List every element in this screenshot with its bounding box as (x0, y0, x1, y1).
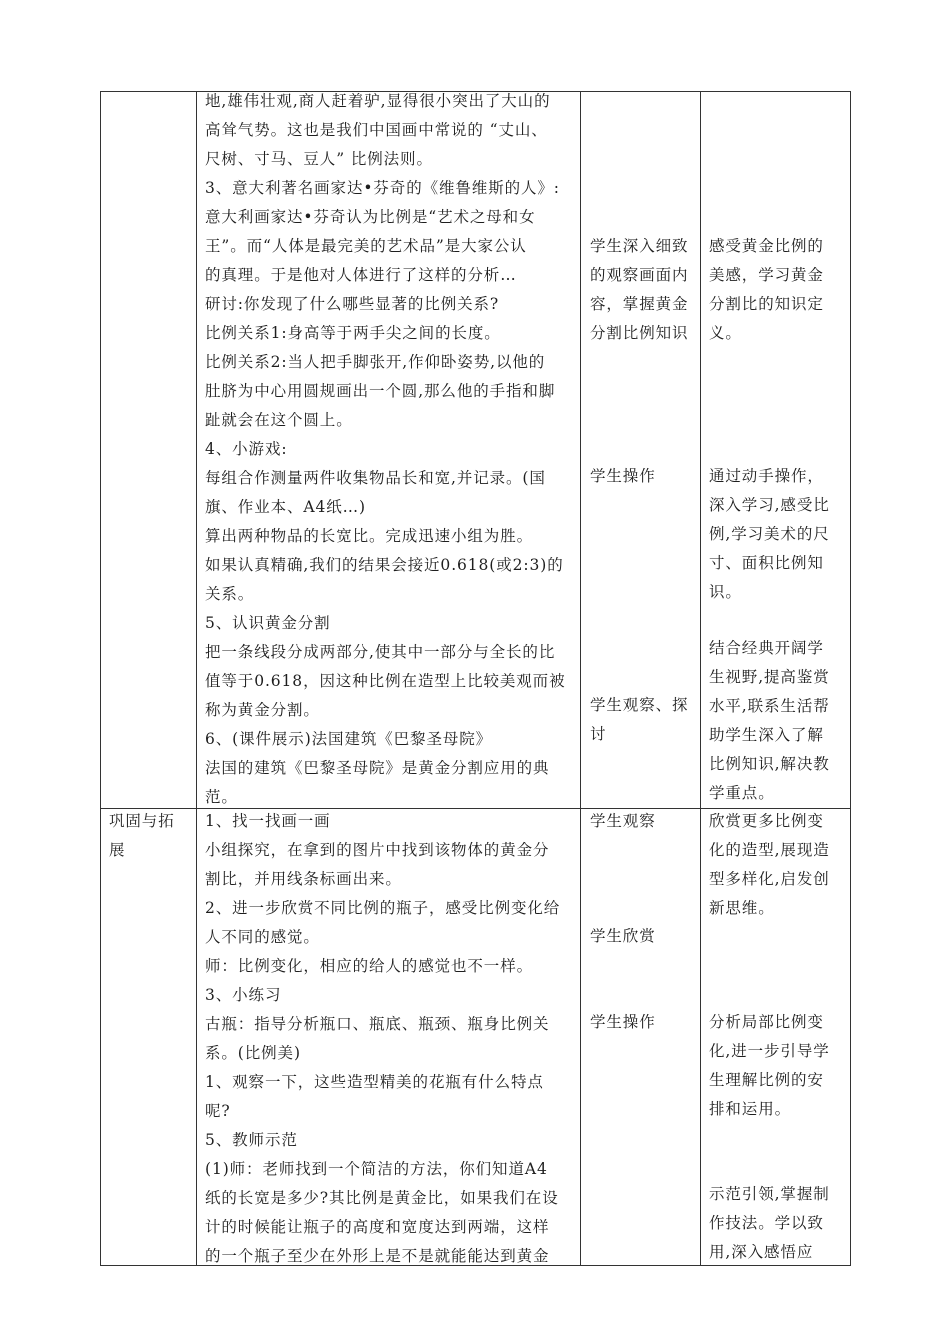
text-line: 生理解比例的安 (709, 1071, 824, 1089)
text-line: 1、观察一下，这些造型精美的花瓶有什么特点 (205, 1073, 544, 1091)
text-line: 型多样化,启发创 (709, 870, 830, 888)
text-line: 纸的长宽是多少?其比例是黄金比，如果我们在设 (205, 1189, 559, 1207)
text-line: 分割比例知识 (590, 324, 689, 342)
text-line: 把一条线段分成两部分,使其中一部分与全长的比 (205, 643, 556, 661)
row2-stage-label (109, 807, 175, 865)
text-line: 学生操作 (590, 467, 656, 485)
text-line: 化的造型,展现造 (709, 841, 830, 859)
row2-design-intent (709, 807, 830, 923)
text-line: 古瓶：指导分析瓶口、瓶底、瓶颈、瓶身比例关 (205, 1015, 550, 1033)
text-line: 3、意大利著名画家达•芬奇的《维鲁维斯的人》: (205, 179, 560, 197)
text-line: 尺树、寸马、豆人” 比例法则。 (205, 150, 433, 168)
text-line: 学生观察、探 (590, 696, 689, 714)
text-line: 算出两种物品的长宽比。完成迅速小组为胜。 (205, 527, 534, 545)
text-line: 高耸气势。这也是我们中国画中常说的 “丈山、 (205, 121, 548, 139)
text-line: 用,深入感悟应 (709, 1243, 814, 1261)
text-line: 1、找一找画一画 (205, 812, 331, 830)
text-line: 生视野,提高鉴赏 (709, 668, 830, 686)
text-line: 学生深入细致 (590, 237, 689, 255)
text-line: 容，掌握黄金 (590, 295, 689, 313)
row2-student-activity (590, 1008, 656, 1037)
table-border-left (100, 91, 101, 1266)
text-line: 值等于0.618，因这种比例在造型上比较美观而被 (205, 672, 566, 690)
row2-teaching-content (205, 807, 560, 1271)
row1-student-activity (590, 691, 688, 749)
text-line: 研讨:你发现了什么哪些显著的比例关系? (205, 295, 500, 313)
text-line: 讨 (590, 725, 607, 743)
row1-design-intent (709, 462, 830, 607)
text-line: 如果认真精确,我们的结果会接近0.618(或2:3)的 (205, 556, 564, 574)
text-line: 范。 (205, 788, 238, 806)
text-line: 作技法。学以致 (709, 1214, 824, 1232)
text-line: 王”。而“人体是最完美的艺术品”是大家公认 (205, 237, 527, 255)
text-line: 系。(比例美) (205, 1044, 301, 1062)
text-line: 学生欣赏 (590, 927, 656, 945)
text-line: 展 (109, 841, 126, 859)
text-line: 例,学习美术的尺 (709, 525, 830, 543)
text-line: 分割比的知识定 (709, 295, 824, 313)
text-line: (1)师：老师找到一个简洁的方法，你们知道A4 (205, 1160, 548, 1178)
row1-design-intent (709, 232, 824, 348)
text-line: 2、进一步欣赏不同比例的瓶子，感受比例变化给 (205, 899, 561, 917)
text-line: 分析局部比例变 (709, 1013, 824, 1031)
text-line: 学重点。 (709, 784, 775, 802)
text-line: 寸、面积比例知 (709, 554, 824, 572)
row1-teaching-content (205, 87, 565, 812)
row2-design-intent (709, 1008, 830, 1124)
row1-design-intent (709, 634, 830, 808)
column-divider (580, 91, 581, 1266)
column-divider (196, 91, 197, 1266)
text-line: 示范引领,掌握制 (709, 1185, 830, 1203)
text-line: 地,雄伟壮观,商人赶着驴,显得很小突出了大山的 (205, 92, 551, 110)
column-divider (700, 91, 701, 1266)
text-line: 5、教师示范 (205, 1131, 298, 1149)
text-line: 人不同的感觉。 (205, 928, 320, 946)
text-line: 3、小练习 (205, 986, 282, 1004)
text-line: 学生观察 (590, 812, 656, 830)
text-line: 学生操作 (590, 1013, 656, 1031)
text-line: 5、认识黄金分割 (205, 614, 331, 632)
text-line: 小组探究，在拿到的图片中找到该物体的黄金分 (205, 841, 550, 859)
text-line: 感受黄金比例的 (709, 237, 824, 255)
text-line: 的真理。于是他对人体进行了这样的分析… (205, 266, 517, 284)
text-line: 识。 (709, 583, 742, 601)
text-line: 4、小游戏: (205, 440, 288, 458)
text-line: 通过动手操作， (709, 467, 824, 485)
text-line: 结合经典开阔学 (709, 639, 824, 657)
row2-student-activity (590, 807, 656, 836)
row2-design-intent (709, 1180, 830, 1267)
row1-student-activity (590, 232, 688, 348)
text-line: 欣赏更多比例变 (709, 812, 824, 830)
text-line: 深入学习,感受比 (709, 496, 830, 514)
text-line: 师：比例变化，相应的给人的感觉也不一样。 (205, 957, 534, 975)
text-line: 助学生深入了解 (709, 726, 824, 744)
text-line: 比例关系2:当人把手脚张开,作仰卧姿势,以他的 (205, 353, 546, 371)
text-line: 6、(课件展示)法国建筑《巴黎圣母院》 (205, 730, 493, 748)
text-line: 趾就会在这个圆上。 (205, 411, 353, 429)
row2-student-activity (590, 922, 656, 951)
text-line: 法国的建筑《巴黎圣母院》是黄金分割应用的典 (205, 759, 550, 777)
text-line: 义。 (709, 324, 742, 342)
text-line: 排和运用。 (709, 1100, 792, 1118)
row1-student-activity (590, 462, 656, 491)
text-line: 计的时候能让瓶子的高度和宽度达到两端，这样 (205, 1218, 550, 1236)
text-line: 关系。 (205, 585, 255, 603)
text-line: 水平,联系生活帮 (709, 697, 830, 715)
table-border-right (850, 91, 851, 1266)
text-line: 肚脐为中心用圆规画出一个圆,那么他的手指和脚 (205, 382, 556, 400)
text-line: 割比，并用线条标画出来。 (205, 870, 402, 888)
text-line: 比例关系1:身高等于两手尖之间的长度。 (205, 324, 501, 342)
text-line: 新思维。 (709, 899, 775, 917)
text-line: 称为黄金分割。 (205, 701, 320, 719)
text-line: 旗、作业本、A4纸…) (205, 498, 367, 516)
text-line: 的一个瓶子至少在外形上是不是就能能达到黄金 (205, 1247, 550, 1265)
text-line: 意大利画家达•芬奇认为比例是“艺术之母和女 (205, 208, 536, 226)
text-line: 的观察画面内 (590, 266, 689, 284)
text-line: 美感，学习黄金 (709, 266, 824, 284)
text-line: 化,进一步引导学 (709, 1042, 830, 1060)
text-line: 呢? (205, 1102, 231, 1120)
text-line: 每组合作测量两件收集物品长和宽,并记录。(国 (205, 469, 546, 487)
text-line: 比例知识,解决教 (709, 755, 830, 773)
text-line: 巩固与拓 (109, 812, 175, 830)
